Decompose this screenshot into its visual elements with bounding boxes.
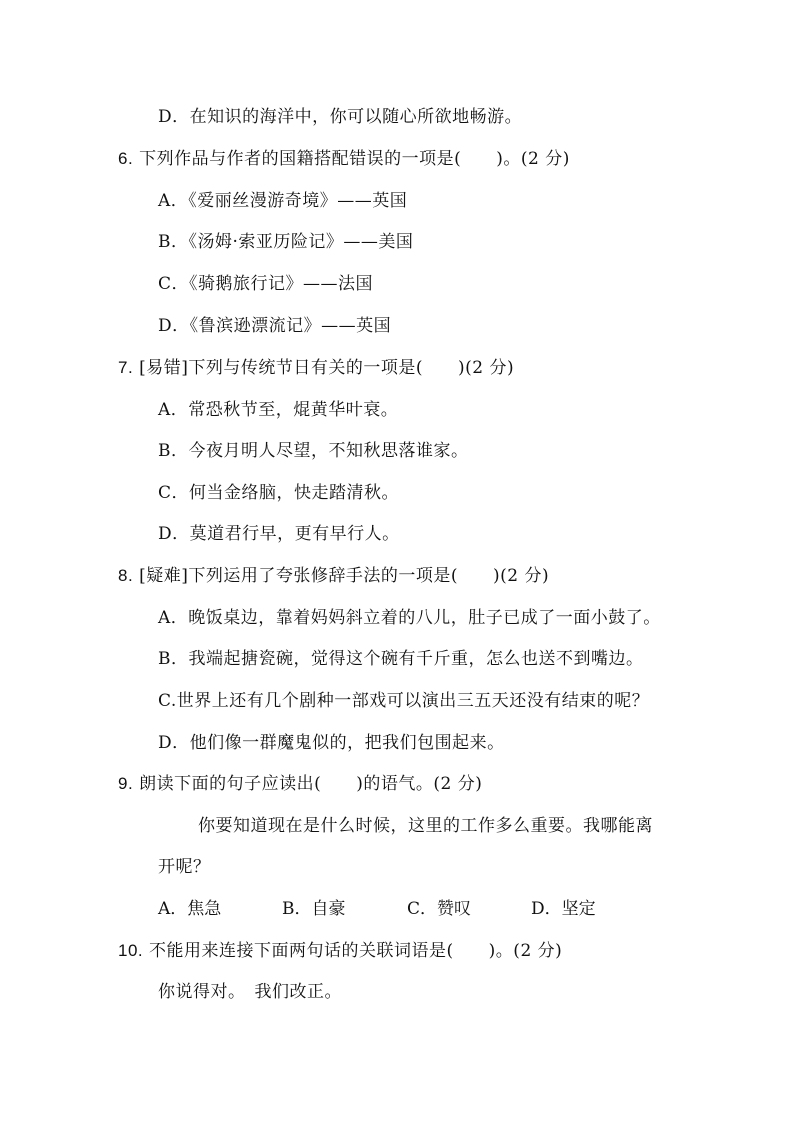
q9-passage-line-1: 你要知道现在是什么时候，这里的工作多么重要。我哪能离 [198,816,653,836]
q8-option-d[interactable]: D．他们像一群魔鬼似的，把我们包围起来。 [158,733,505,753]
q9-choice-b[interactable]: B．自豪 [282,899,346,919]
question-10 [118,940,562,962]
q7-option-d[interactable]: D．莫道君行早，更有早行人。 [158,524,400,544]
q5-option-d: D．在知识的海洋中，你可以随心所欲地畅游。 [158,107,523,127]
q9-passage-line-2: 开呢？ [158,857,211,877]
question-stem: 不能用来连接下面两句话的关联词语是( )。(2 分) [149,941,563,961]
q9-choice-a[interactable]: A．焦急 [158,899,222,919]
question-number: 8. [118,566,134,585]
q8-option-c[interactable]: C.世界上还有几个剧种一部戏可以演出三五天还没有结束的呢？ [158,691,650,711]
question-number: 6. [118,149,134,168]
question-number: 10. [118,941,144,960]
question-stem: [疑难]下列运用了夸张修辞手法的一项是( )(2 分) [139,566,550,586]
q9-choice-c[interactable]: C．赞叹 [407,899,472,919]
q8-option-a[interactable]: A．晚饭桌边，靠着妈妈斜立着的八儿，肚子已成了一面小鼓了。 [158,608,661,628]
question-9 [118,773,482,795]
q7-option-b[interactable]: B．今夜月明人尽望，不知秋思落谁家。 [158,441,469,461]
q6-option-c[interactable]: C．《骑鹅旅行记》——法国 [158,274,374,294]
q7-option-a[interactable]: A．常恐秋节至，焜黄华叶衰。 [158,400,399,420]
question-stem: [易错]下列与传统节日有关的一项是( )(2 分) [139,358,515,378]
question-number: 7. [118,358,134,377]
q7-option-c[interactable]: C．何当金络脑，快走踏清秋。 [158,483,400,503]
question-stem: 下列作品与作者的国籍搭配错误的一项是( )。(2 分) [139,149,570,169]
q10-sentence: 你说得对。 我们改正。 [158,982,342,1002]
question-stem: 朗读下面的句子应读出( )的语气。(2 分) [139,774,483,794]
q8-option-b[interactable]: B．我端起搪瓷碗，觉得这个碗有千斤重，怎么也送不到嘴边。 [158,649,644,669]
q6-option-d[interactable]: D．《鲁滨逊漂流记》——英国 [158,316,392,336]
q6-option-b[interactable]: B．《汤姆·索亚历险记》——美国 [158,232,414,252]
q6-option-a[interactable]: A．《爱丽丝漫游奇境》——英国 [158,191,408,211]
question-7 [118,357,514,379]
question-8 [118,565,549,587]
q9-choice-d[interactable]: D．坚定 [531,899,596,919]
question-6 [118,148,570,170]
question-number: 9. [118,774,134,793]
